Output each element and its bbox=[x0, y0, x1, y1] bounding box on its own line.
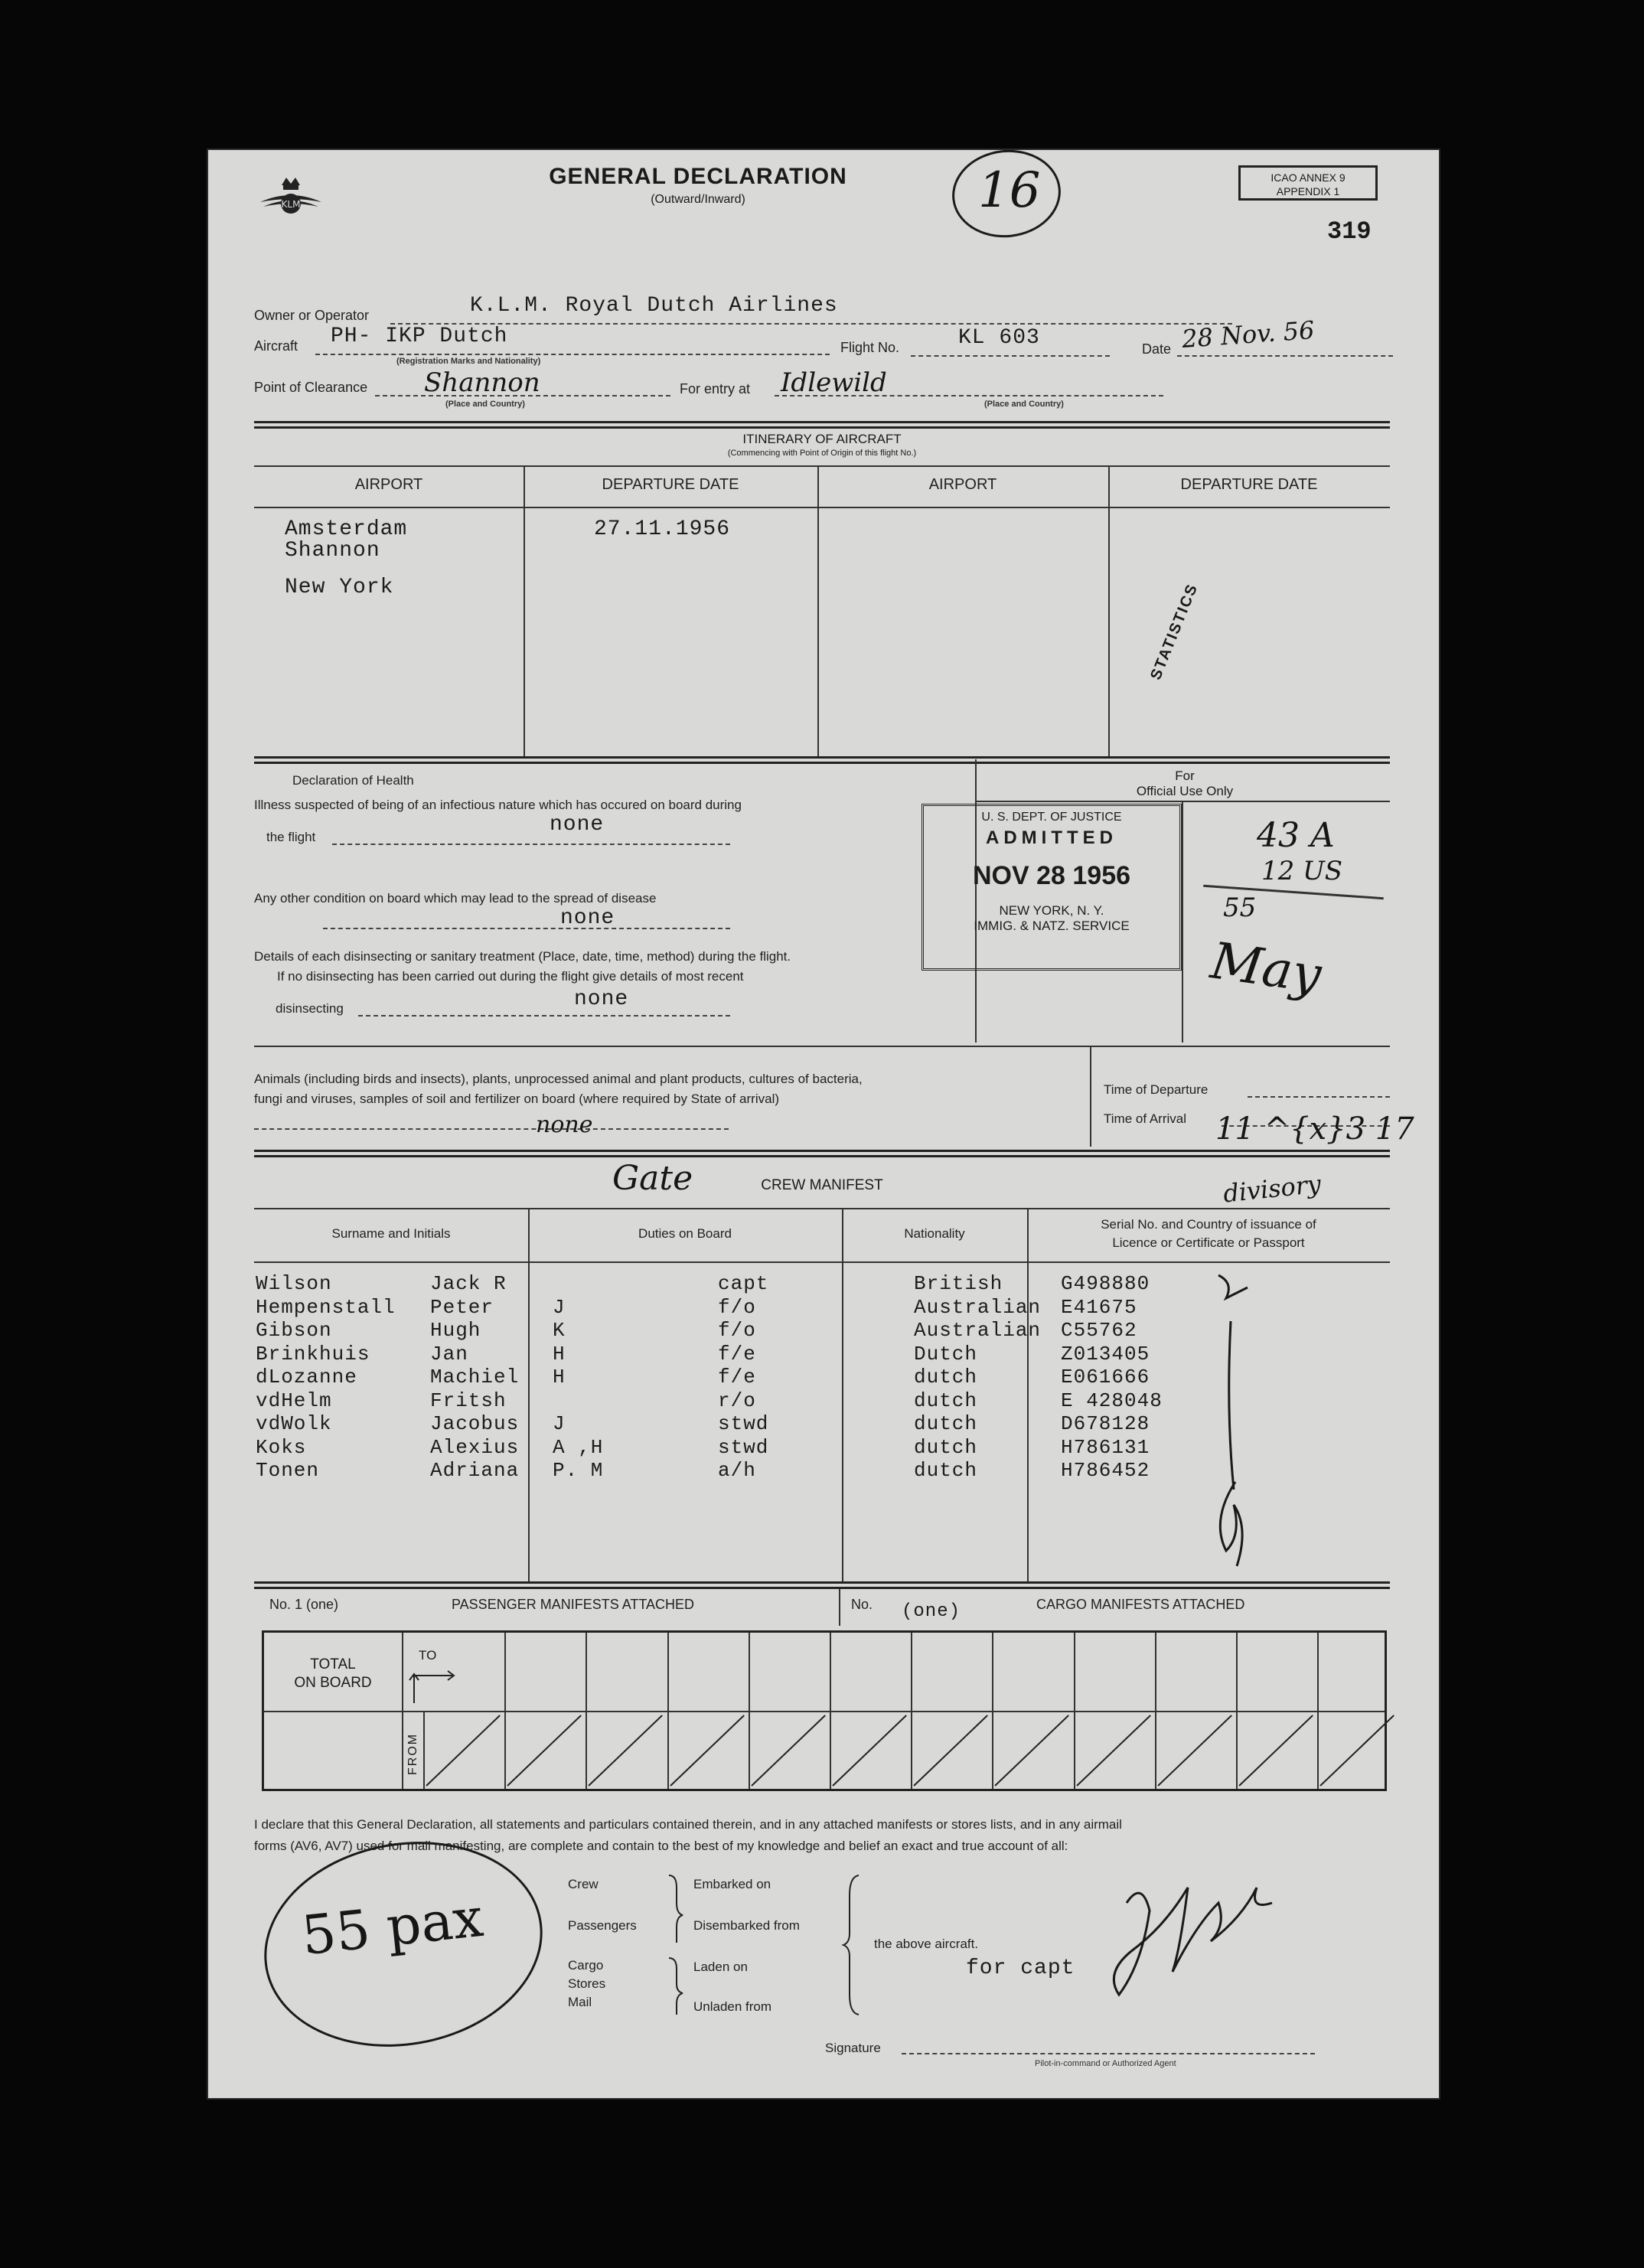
crew-serial-5: E061666 bbox=[1061, 1366, 1150, 1389]
decl-above-aircraft: the above aircraft. bbox=[874, 1937, 979, 1951]
col-departure-2: DEPARTURE DATE bbox=[1180, 476, 1318, 493]
crew-surname-5: dLozanne bbox=[256, 1366, 357, 1389]
decl-passengers: Passengers bbox=[568, 1918, 637, 1933]
flight-label: Flight No. bbox=[840, 340, 900, 355]
official-use bbox=[1108, 769, 1261, 799]
official-line-2: Official Use Only bbox=[1136, 784, 1234, 798]
aircraft-sub: (Registration Marks and Nationality) bbox=[396, 357, 541, 366]
health-q1-line1: Illness suspected of being of an infectious nature which has occured on board during bbox=[254, 798, 742, 812]
total-on-board bbox=[264, 1633, 402, 1793]
time-arrival-label: Time of Arrival bbox=[1104, 1111, 1187, 1126]
cargo-manifest-no: No. bbox=[851, 1597, 873, 1612]
crew-nat-7: dutch bbox=[914, 1412, 978, 1435]
grid-slash-icon bbox=[667, 1712, 749, 1789]
animals-line-1: Animals (including birds and insects), plants, unprocessed animal and plant products, cultures of bacteria, bbox=[254, 1072, 863, 1086]
decl-for-capt: for capt bbox=[966, 1956, 1075, 1980]
crew-serial-6: E 428048 bbox=[1061, 1389, 1163, 1412]
total-line-1: TOTAL bbox=[310, 1656, 356, 1672]
grid-slash-icon bbox=[504, 1712, 586, 1789]
grid-slash-icon bbox=[992, 1712, 1073, 1789]
signature-sub: Pilot-in-command or Authorized Agent bbox=[1035, 2059, 1176, 2068]
animals-answer: none bbox=[536, 1111, 593, 1138]
crew-surname-8: Koks bbox=[256, 1435, 307, 1459]
svg-text:KLM: KLM bbox=[281, 199, 301, 210]
aircraft-label: Aircraft bbox=[254, 338, 298, 354]
crew-duty-5: f/e bbox=[718, 1366, 756, 1389]
animals-line-2: fungi and viruses, samples of soil and fertilizer on board (where required by State of arrival) bbox=[254, 1092, 780, 1106]
grid-slash-icon bbox=[586, 1712, 667, 1789]
grid-slash-icon bbox=[1236, 1712, 1317, 1789]
crew-nat-6: dutch bbox=[914, 1389, 978, 1412]
clearance-sub: (Place and Country) bbox=[445, 400, 525, 409]
crew-surname-9: Tonen bbox=[256, 1459, 320, 1482]
crew-nat-2: Australian bbox=[914, 1295, 1042, 1319]
arrow-to-icon bbox=[406, 1660, 460, 1706]
crew-serial-1: G498880 bbox=[1061, 1272, 1150, 1295]
admitted-stamp bbox=[921, 804, 1182, 971]
cargo-manifest-label: CARGO MANIFESTS ATTACHED bbox=[1036, 1597, 1245, 1612]
health-q3-line2: If no disinsecting has been carried out during the flight give details of most recent bbox=[277, 969, 744, 984]
health-q1-line2: the flight bbox=[266, 830, 316, 844]
date-label: Date bbox=[1142, 341, 1172, 357]
from-label: FROM bbox=[406, 1732, 419, 1775]
official-note-1: 43 A bbox=[1257, 816, 1335, 855]
crew-duty-9: a/h bbox=[718, 1459, 756, 1482]
crew-duty-1: capt bbox=[718, 1272, 769, 1295]
brace-right-icon bbox=[840, 1872, 863, 2018]
icao-annex-box bbox=[1238, 165, 1378, 201]
crew-surname-4: Brinkhuis bbox=[256, 1342, 370, 1366]
decl-disembarked: Disembarked from bbox=[693, 1918, 800, 1933]
crew-nat-1: British bbox=[914, 1272, 1003, 1295]
crew-first-4: Jan bbox=[430, 1342, 468, 1366]
crew-surname-3: Gibson bbox=[256, 1319, 332, 1342]
clearance-value: Shannon bbox=[424, 367, 540, 398]
crew-serial-7: D678128 bbox=[1061, 1412, 1150, 1435]
crew-first-1: Jack R bbox=[430, 1272, 507, 1295]
official-note-3: 55 bbox=[1223, 893, 1257, 923]
entry-label: For entry at bbox=[680, 381, 751, 396]
health-a1: none bbox=[550, 813, 605, 837]
crew-title: CREW MANIFEST bbox=[761, 1177, 883, 1193]
passenger-manifest-label: PASSENGER MANIFESTS ATTACHED bbox=[452, 1597, 695, 1612]
passenger-manifest-no: No. 1 (one) bbox=[269, 1597, 339, 1612]
crew-duty-8: stwd bbox=[718, 1435, 769, 1459]
signature-scribble-icon bbox=[1096, 1857, 1295, 2010]
crew-code-5: H bbox=[553, 1366, 566, 1389]
klm-crown-logo-icon bbox=[259, 173, 323, 222]
stamp-line-1: U. S. DEPT. OF JUSTICE bbox=[981, 811, 1122, 824]
crew-code-9: P. M bbox=[553, 1459, 604, 1482]
crew-duty-7: stwd bbox=[718, 1412, 769, 1435]
decl-cargo: Cargo bbox=[568, 1958, 604, 1973]
crew-first-9: Adriana bbox=[430, 1459, 520, 1482]
divider bbox=[254, 1581, 1390, 1589]
divider bbox=[254, 1150, 1390, 1157]
crew-serial-3: C55762 bbox=[1061, 1319, 1137, 1342]
decl-mail: Mail bbox=[568, 1995, 592, 2009]
crew-surname-7: vdWolk bbox=[256, 1412, 332, 1435]
itinerary-airport-2: Shannon bbox=[285, 539, 380, 563]
decl-crew: Crew bbox=[568, 1877, 599, 1891]
crew-surname-2: Hempenstall bbox=[256, 1295, 396, 1319]
crew-hand-note-right: divisory bbox=[1222, 1169, 1323, 1209]
grid-slash-icon bbox=[749, 1712, 830, 1789]
itinerary-airport-1: Amsterdam bbox=[285, 517, 408, 541]
brace-left-icon bbox=[664, 1872, 687, 2018]
owner-label: Owner or Operator bbox=[254, 308, 370, 323]
entry-value: Idlewild bbox=[781, 367, 887, 398]
col-departure-1: DEPARTURE DATE bbox=[602, 476, 739, 493]
health-q3-line3: disinsecting bbox=[276, 1001, 344, 1016]
form-subtitle: (Outward/Inward) bbox=[651, 193, 745, 206]
total-line-2: ON BOARD bbox=[294, 1675, 372, 1691]
crew-first-5: Machiel bbox=[430, 1366, 520, 1389]
col-serial-line-2: Licence or Certificate or Passport bbox=[1112, 1235, 1305, 1250]
col-surname: Surname and Initials bbox=[331, 1226, 451, 1241]
time-departure-label: Time of Departure bbox=[1104, 1082, 1209, 1097]
divider bbox=[254, 756, 1390, 764]
declaration-form bbox=[208, 150, 1439, 2098]
statistics-stamp: STATISTICS bbox=[1147, 581, 1202, 683]
cargo-manifest-value: (one) bbox=[902, 1601, 961, 1622]
entry-sub: (Place and Country) bbox=[984, 400, 1064, 409]
flight-value: KL 603 bbox=[958, 326, 1040, 350]
health-title: Declaration of Health bbox=[292, 773, 414, 788]
crew-first-7: Jacobus bbox=[430, 1412, 520, 1435]
date-value: 28 Nov. 56 bbox=[1180, 315, 1316, 354]
aircraft-value: PH- IKP Dutch bbox=[331, 325, 508, 348]
official-note-2: 12 US bbox=[1261, 856, 1343, 886]
crew-code-2: J bbox=[553, 1295, 566, 1319]
health-q2: Any other condition on board which may lead to the spread of disease bbox=[254, 891, 657, 906]
itinerary-subtitle: (Commencing with Point of Origin of this flight No.) bbox=[727, 449, 917, 458]
crew-duty-3: f/o bbox=[718, 1319, 756, 1342]
clearance-label: Point of Clearance bbox=[254, 380, 368, 395]
annex-line-2: APPENDIX 1 bbox=[1276, 185, 1340, 197]
annex-line-1: ICAO ANNEX 9 bbox=[1271, 171, 1346, 184]
grid-slash-icon bbox=[1155, 1712, 1236, 1789]
health-a3: none bbox=[574, 987, 629, 1011]
page-number: 319 bbox=[1327, 217, 1372, 246]
declaration-line-2: forms (AV6, AV7) used for mail manifesting, are complete and contain to the best of my knowledge and belief an exact and true account of all: bbox=[254, 1839, 1068, 1853]
health-q3-line1: Details of each disinsecting or sanitary treatment (Place, date, time, method) during the flight. bbox=[254, 949, 791, 964]
declaration-line-1: I declare that this General Declaration, all statements and particulars contained therein, and in any attached manifests or stores lists, and in any airmail bbox=[254, 1817, 1122, 1832]
official-line-1: For bbox=[1175, 769, 1195, 783]
decl-embarked: Embarked on bbox=[693, 1877, 771, 1891]
stamp-line-5: IMMIG. & NATZ. SERVICE bbox=[974, 919, 1130, 933]
crew-nat-3: Australian bbox=[914, 1319, 1042, 1342]
grid-slash-icon bbox=[1074, 1712, 1155, 1789]
crew-surname-6: vdHelm bbox=[256, 1389, 332, 1412]
col-duties: Duties on Board bbox=[638, 1226, 732, 1241]
crew-surname-1: Wilson bbox=[256, 1272, 332, 1295]
to-label: TO bbox=[419, 1648, 437, 1663]
decl-laden: Laden on bbox=[693, 1960, 748, 1974]
crew-nat-8: dutch bbox=[914, 1435, 978, 1459]
grid-slash-icon bbox=[830, 1712, 911, 1789]
col-airport-1: AIRPORT bbox=[354, 476, 423, 493]
health-a2: none bbox=[560, 906, 615, 930]
form-title: GENERAL DECLARATION bbox=[549, 164, 847, 189]
crew-code-3: K bbox=[553, 1319, 566, 1342]
time-arrival-value: 11 ^{x}3 17 bbox=[1215, 1111, 1414, 1147]
signature-label: Signature bbox=[825, 2041, 881, 2055]
crew-duty-6: r/o bbox=[718, 1389, 756, 1412]
decl-stores: Stores bbox=[568, 1976, 606, 1991]
crew-first-8: Alexius bbox=[430, 1435, 520, 1459]
itinerary-title: ITINERARY OF AIRCRAFT bbox=[742, 432, 902, 446]
crew-code-8: A ,H bbox=[553, 1435, 604, 1459]
margin-scribble-icon bbox=[1203, 1260, 1264, 1581]
crew-first-2: Peter bbox=[430, 1295, 494, 1319]
crew-serial-4: Z013405 bbox=[1061, 1342, 1150, 1366]
crew-serial-2: E41675 bbox=[1061, 1295, 1137, 1319]
decl-unladen: Unladen from bbox=[693, 1999, 772, 2014]
stamp-line-2: ADMITTED bbox=[986, 827, 1117, 848]
crew-duty-2: f/o bbox=[718, 1295, 756, 1319]
crew-duty-4: f/e bbox=[718, 1342, 756, 1366]
official-note-4: May bbox=[1207, 931, 1325, 1005]
crew-code-4: H bbox=[553, 1342, 566, 1366]
col-airport-2: AIRPORT bbox=[928, 476, 997, 493]
grid-slash-icon bbox=[423, 1712, 504, 1789]
crew-code-7: J bbox=[553, 1412, 566, 1435]
stamp-line-3: NOV 28 1956 bbox=[972, 861, 1131, 890]
col-nationality: Nationality bbox=[904, 1226, 965, 1241]
crew-first-6: Fritsh bbox=[430, 1389, 507, 1412]
crew-serial-8: H786131 bbox=[1061, 1435, 1150, 1459]
crew-serial-9: H786452 bbox=[1061, 1459, 1150, 1482]
totals-grid bbox=[262, 1630, 1387, 1791]
grid-slash-icon bbox=[911, 1712, 992, 1789]
stamp-line-4: NEW YORK, N. Y. bbox=[999, 903, 1104, 918]
circled-number: 16 bbox=[978, 162, 1041, 219]
crew-nat-9: dutch bbox=[914, 1459, 978, 1482]
circled-pax: 55 pax bbox=[298, 1885, 486, 1968]
col-serial-line-1: Serial No. and Country of issuance of bbox=[1101, 1217, 1316, 1232]
crew-hand-note-left: Gate bbox=[612, 1159, 693, 1198]
itinerary-airport-3: New York bbox=[285, 576, 394, 599]
grid-slash-icon bbox=[1317, 1712, 1398, 1789]
owner-value: K.L.M. Royal Dutch Airlines bbox=[470, 294, 838, 318]
crew-first-3: Hugh bbox=[430, 1319, 481, 1342]
divider bbox=[254, 421, 1390, 429]
crew-nat-5: dutch bbox=[914, 1366, 978, 1389]
crew-nat-4: Dutch bbox=[914, 1342, 978, 1366]
itinerary-departure: 27.11.1956 bbox=[594, 517, 731, 541]
